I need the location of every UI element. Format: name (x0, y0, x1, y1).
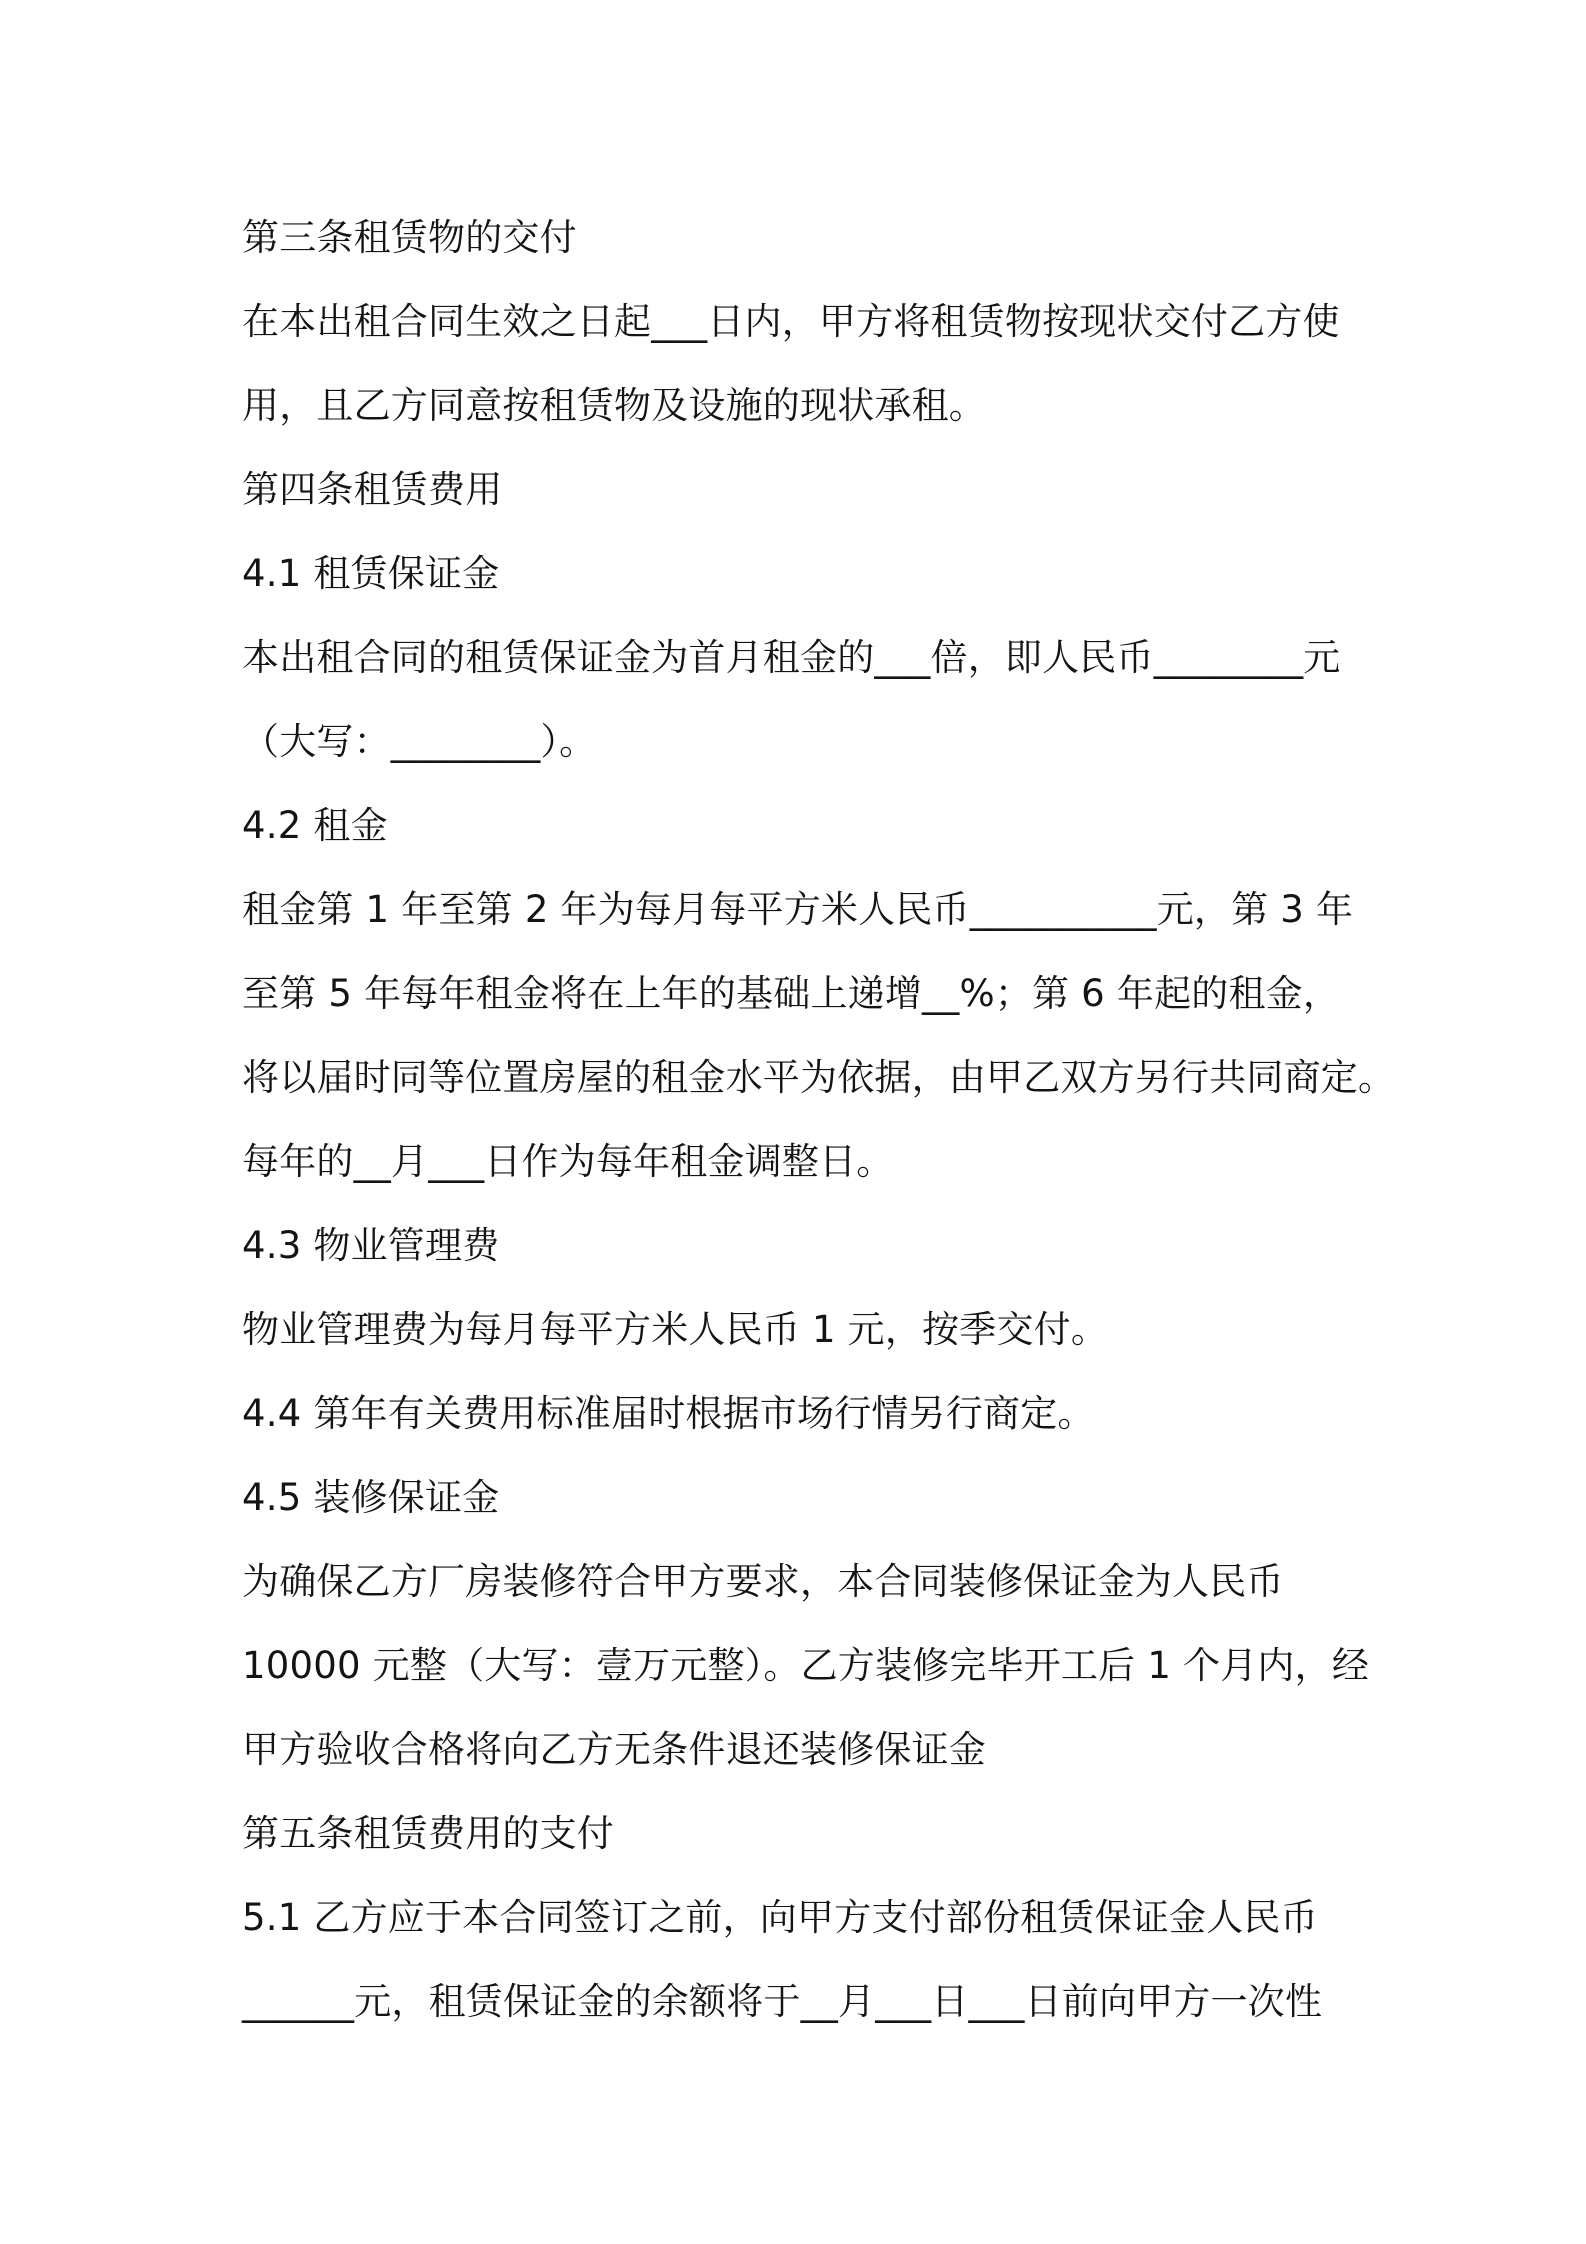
section-4-5-text-line-2: 10000 元整（大写：壹万元整）。乙方装修完毕开工后 1 个月内，经 (242, 1644, 1370, 1687)
article-3-heading: 第三条租赁物的交付 (242, 216, 577, 259)
section-4-1-text-line-1: 本出租合同的租赁保证金为首月租金的___倍，即人民币________元 (242, 636, 1341, 679)
section-5-1-text-line-2: ______元，租赁保证金的余额将于__月___日___日前向甲方一次性 (242, 1980, 1323, 2023)
section-4-1-heading: 4.1 租赁保证金 (242, 552, 500, 595)
section-4-3-heading: 4.3 物业管理费 (242, 1224, 500, 1267)
section-4-2-text-line-3: 将以届时同等位置房屋的租金水平为依据，由甲乙双方另行共同商定。 (242, 1056, 1396, 1099)
section-4-5-text-line-1: 为确保乙方厂房装修符合甲方要求，本合同装修保证金为人民币 (242, 1560, 1284, 1603)
section-4-2-text-line-4: 每年的__月___日作为每年租金调整日。 (242, 1140, 894, 1183)
section-4-3-text: 物业管理费为每月每平方米人民币 1 元，按季交付。 (242, 1308, 1109, 1351)
section-4-4-text: 4.4 第年有关费用标准届时根据市场行情另行商定。 (242, 1392, 1095, 1435)
document-body (242, 196, 1396, 2044)
section-4-5-text-line-3: 甲方验收合格将向乙方无条件退还装修保证金 (242, 1728, 986, 1771)
section-4-2-text-line-2: 至第 5 年每年租金将在上年的基础上递增__%；第 6 年起的租金， (242, 972, 1341, 1015)
section-4-2-heading: 4.2 租金 (242, 804, 388, 847)
section-4-2-text-line-1: 租金第 1 年至第 2 年为每月每平方米人民币__________元，第 3 年 (242, 888, 1354, 931)
article-5-heading: 第五条租赁费用的支付 (242, 1812, 614, 1855)
section-4-1-text-line-2: （大写：________）。 (242, 720, 597, 763)
section-4-5-heading: 4.5 装修保证金 (242, 1476, 500, 1519)
article-3-text-line-2: 用，且乙方同意按租赁物及设施的现状承租。 (242, 384, 986, 427)
article-4-heading: 第四条租赁费用 (242, 468, 503, 511)
article-3-text-line-1: 在本出租合同生效之日起___日内，甲方将租赁物按现状交付乙方使 (242, 300, 1340, 343)
section-5-1-text-line-1: 5.1 乙方应于本合同签订之前，向甲方支付部份租赁保证金人民币 (242, 1896, 1318, 1939)
